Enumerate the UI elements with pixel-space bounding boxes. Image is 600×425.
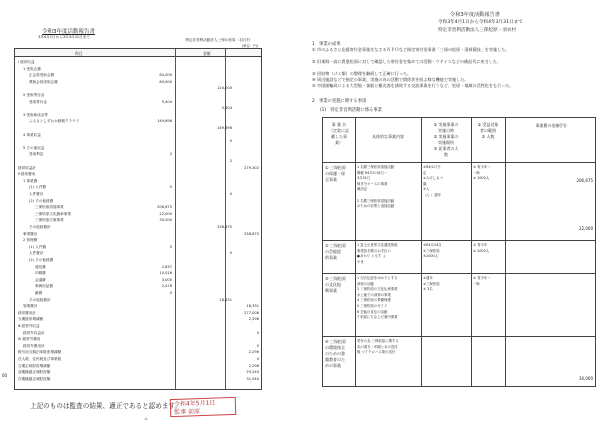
row-label: Ⅳ 経常外費用 bbox=[18, 337, 41, 342]
statement-row bbox=[15, 184, 263, 190]
row-label: その他経費計 bbox=[29, 225, 51, 229]
stamp-name: 監事 前原 bbox=[174, 408, 201, 417]
row-amount: 31,540 bbox=[246, 376, 259, 381]
row-label: 4 事業収益 bbox=[23, 132, 41, 137]
row-amount: 0 bbox=[256, 343, 259, 348]
row-amount: 0 bbox=[229, 139, 232, 144]
row-label: ふるさとしずおか納税クラウド bbox=[29, 119, 80, 124]
row-label: 経常外収益計 bbox=[23, 330, 45, 335]
row-amount: 3,000 bbox=[161, 277, 172, 282]
row-label: 三保松原広報事業 bbox=[35, 218, 64, 223]
row-amount: 18,331 bbox=[219, 297, 232, 302]
row-label: 賛助会員受取会費 bbox=[29, 79, 58, 84]
row-amount: 149,896 bbox=[157, 119, 172, 124]
statement-row bbox=[15, 316, 263, 322]
row-label: 前期繰越正味財産額 bbox=[18, 370, 51, 375]
row-label: 三保松原文化継承事業 bbox=[35, 211, 71, 216]
business-name: ④ 三保松原 の環境保全 のための書 籍教育のた めの事業 bbox=[325, 339, 346, 368]
statement-row bbox=[15, 66, 263, 72]
row-amount: 0 bbox=[169, 291, 172, 295]
statement-row bbox=[15, 290, 263, 296]
statement-row bbox=[15, 264, 263, 270]
row-label: 2 受取寄付金 bbox=[23, 93, 45, 97]
header-amount: 事業費の金額(円) bbox=[535, 123, 567, 128]
report-organization: 特定非営利活動法人三保松原・羽衣村 bbox=[438, 28, 517, 33]
business-name: ③ 三保松原 の文化振 興事業 bbox=[325, 276, 346, 293]
statement-row bbox=[15, 79, 263, 85]
statement-row bbox=[15, 356, 263, 362]
statement-row bbox=[15, 158, 263, 164]
activity-report-page bbox=[300, 0, 600, 425]
row-label: 管理費計 bbox=[23, 304, 38, 309]
row-label: 経常収益計 bbox=[18, 165, 36, 170]
statement-row bbox=[15, 112, 263, 118]
row-divider bbox=[323, 273, 595, 274]
row-amount: 2 bbox=[229, 159, 232, 163]
row-label: 税引前当期正味財産増減額 bbox=[18, 350, 62, 355]
statement-row bbox=[15, 343, 263, 349]
row-label: 経常外費用計 bbox=[23, 343, 45, 348]
results-paragraph-3: ③ 回収物（ゴミ類）の整理を継続して正確に行った。 bbox=[312, 71, 412, 76]
statement-row bbox=[15, 283, 263, 289]
header-beneficiary: ① 受益対象 者の範囲 ② 人数 bbox=[477, 122, 499, 139]
business-datetime: ①通年 ②三保松原 ③ 3名 bbox=[423, 276, 440, 292]
row-label: 事業費計 bbox=[23, 231, 38, 236]
row-label: 人件費計 bbox=[29, 251, 44, 256]
statement-row bbox=[15, 59, 263, 65]
row-label: 当期正味財産増減額 bbox=[18, 363, 51, 368]
business-table bbox=[322, 117, 596, 387]
statement-row bbox=[15, 217, 263, 223]
row-divider bbox=[323, 240, 595, 241]
row-amount: 258,675 bbox=[244, 231, 259, 236]
row-label: (1) 人件費 bbox=[29, 185, 47, 190]
row-amount: 0 bbox=[169, 244, 172, 249]
statement-row bbox=[15, 132, 263, 138]
row-amount: 18,331 bbox=[246, 304, 259, 309]
row-amount: 0 bbox=[229, 192, 232, 196]
auditor-stamp bbox=[170, 397, 237, 417]
business-content: 寄付の為 三保松原に関する 本の書き・印刷と本の送付 後 マイクロバス乗の送付 bbox=[357, 339, 399, 355]
statement-period: 3年4月1日から3年3月31日まで bbox=[38, 35, 90, 39]
row-label: (1) 人件費 bbox=[29, 244, 47, 249]
results-paragraph-5: ⑤ 中国運輸局による大型船・客船と観光客を誘致する交流事業を行うなど、松原・地域の活性化をも行った。 bbox=[312, 83, 514, 88]
row-label: (2) その他経費 bbox=[29, 198, 54, 203]
statement-row bbox=[15, 178, 263, 184]
stamp-date: 令和4年5月1日 bbox=[173, 399, 216, 409]
statement-row bbox=[15, 330, 263, 336]
row-amount: 5,404 bbox=[161, 99, 172, 104]
results-paragraph-4: ④ 周辺施設などで指定の事業、実施の為の活動で関係者を結ぶ様な機能で実施した。 bbox=[312, 77, 469, 82]
business-beneficiary: ① 青少年〜 一般 bbox=[473, 276, 491, 286]
statement-row bbox=[15, 224, 263, 230]
report-title: 令和3年度活動報告書 bbox=[450, 12, 500, 18]
row-divider bbox=[323, 336, 595, 337]
business-name: ② 三保松原 の芸能提 供事業 bbox=[325, 243, 346, 260]
row-label: 経常費用計 bbox=[18, 310, 36, 315]
report-period: 令和3年4月1日から令和4年3月31日まで bbox=[438, 20, 523, 25]
statement-row bbox=[15, 198, 263, 204]
business-amount: 30,000 bbox=[579, 376, 593, 381]
statement-row bbox=[15, 323, 263, 329]
row-label: 会議費 bbox=[35, 277, 46, 282]
statement-row bbox=[15, 376, 263, 382]
unit-label: (単位：円) bbox=[241, 44, 258, 48]
business-name: ① 三保松原 の保護・保 全事業 bbox=[325, 165, 346, 182]
row-amount: 60,000 bbox=[159, 79, 172, 84]
statement-row bbox=[15, 165, 263, 171]
row-label: 受取寄付金 bbox=[29, 99, 47, 104]
business-content: 1 名勝三保松原清掃活動 開催 R4年1月8日〜 3月31日 稼ぎ分ケースの事業 載決定 2 名勝三保松原清掃活動 のための収集と清掃活動 bbox=[357, 165, 395, 209]
row-label: 印刷費 bbox=[35, 271, 46, 276]
section-implementation-heading: 2 事業の実施に関する事項 bbox=[312, 99, 367, 104]
row-amount: 124,000 bbox=[217, 86, 232, 91]
statement-row bbox=[15, 303, 263, 309]
row-amount: 2,296 bbox=[248, 363, 259, 368]
header-business-name: 事 業 名 （定款に記 載した事 業） bbox=[329, 122, 349, 145]
business-datetime: ①R4/1月予 定 ②みほしもべ 園 ③人 （ん ）通年 bbox=[423, 165, 443, 197]
row-label: Ⅱ 経常費用 bbox=[18, 172, 36, 177]
statement-row bbox=[15, 231, 263, 237]
column-divider bbox=[471, 118, 472, 386]
business-amount: 206,675 bbox=[576, 178, 593, 183]
row-label: 当期経常増減額 bbox=[18, 317, 44, 322]
row-amount: 0 bbox=[256, 357, 259, 361]
row-amount: 0 bbox=[169, 185, 172, 190]
header-amount: 金額 bbox=[203, 50, 211, 56]
row-label: 次期繰越正味財産額 bbox=[18, 376, 51, 381]
audit-note: 上記のものは監査の結果、適正であると認めます。 bbox=[30, 402, 182, 410]
row-label: 1 事業費 bbox=[23, 178, 38, 183]
header-datetime: ① 実施事業の 実施日時 ② 実施事業の 実施場所 ③ 従事者の人 数 bbox=[433, 122, 459, 157]
row-amount: 10,016 bbox=[159, 271, 172, 276]
statement-row bbox=[15, 349, 263, 355]
statement-row bbox=[15, 92, 263, 98]
row-amount: 149,896 bbox=[217, 126, 232, 130]
row-amount: 277,006 bbox=[244, 310, 259, 315]
row-label: (2) その他経費 bbox=[29, 258, 54, 262]
statement-row bbox=[15, 138, 263, 144]
business-beneficiary: ① 青少年〜 一般 ② 1000人 bbox=[473, 165, 491, 181]
column-divider bbox=[355, 118, 356, 386]
row-amount: 2,296 bbox=[248, 350, 259, 355]
row-label: 正会員受取会費 bbox=[29, 73, 55, 78]
business-content: 1 富士山世界文化遺産推進 事業拍手歌のお手伝い ●あかり ともす よ やま bbox=[357, 243, 398, 264]
header-content: 具体的な事業内容 bbox=[372, 134, 404, 139]
statement-row bbox=[15, 72, 263, 78]
header-item: 科目 bbox=[75, 50, 83, 56]
statement-row bbox=[15, 250, 263, 256]
section-business-heading: (1) 特定非営利活動に係る事業 bbox=[320, 108, 382, 113]
statement-title: 令和3年度活動報告書 bbox=[42, 29, 95, 35]
row-label: 受取利息 bbox=[29, 152, 44, 157]
row-amount: 29,244 bbox=[246, 370, 259, 375]
statement-row bbox=[15, 99, 263, 105]
page-mark: ム bbox=[144, 416, 148, 421]
statement-row bbox=[15, 244, 263, 250]
statement-row bbox=[15, 277, 263, 283]
row-label: 法人税、住民税及び事業税 bbox=[18, 357, 62, 361]
business-content: 1 羽衣伝説をゆかりとする 神楽の活動 2 三保松原の文化伝承事業 水上能での演奏の事業 4 三保松原の景観保護 5 三保松原のガイド 6 芸能の宣伝の活動 7 松原にちなんだ案内事業 bbox=[357, 276, 398, 320]
statement-row bbox=[15, 297, 263, 303]
row-divider bbox=[323, 162, 595, 163]
section-results-heading: 1 事業の成果 bbox=[312, 42, 341, 47]
row-label: 事務用品費 bbox=[35, 284, 53, 289]
statement-row bbox=[15, 105, 263, 111]
row-amount: 0 bbox=[256, 330, 259, 335]
row-label: Ⅲ 経常外収益 bbox=[18, 324, 40, 328]
row-label: Ⅰ 経常収益 bbox=[18, 60, 35, 64]
statement-row bbox=[15, 145, 263, 151]
row-label: 2 管理費 bbox=[23, 238, 38, 243]
business-amount-2: 22,000 bbox=[579, 226, 593, 231]
statement-row bbox=[15, 171, 263, 177]
statement-row bbox=[15, 125, 263, 131]
statement-row bbox=[15, 310, 263, 316]
row-label: 通信費 bbox=[35, 264, 46, 269]
business-datetime: ①R4月24日 ②三保松原 ③2000人 bbox=[423, 243, 442, 259]
row-amount: 258,675 bbox=[217, 225, 232, 229]
statement-row bbox=[15, 336, 263, 342]
row-amount: 5,404 bbox=[221, 106, 232, 111]
statement-row bbox=[15, 204, 263, 210]
row-amount: 64,000 bbox=[159, 73, 172, 78]
statement-row bbox=[15, 118, 263, 124]
statement-row bbox=[15, 363, 263, 369]
row-amount: 2,837 bbox=[161, 264, 172, 269]
row-amount: 30,000 bbox=[159, 218, 172, 223]
statement-row bbox=[15, 85, 263, 91]
row-amount: 206,675 bbox=[157, 205, 172, 210]
column-divider bbox=[505, 118, 506, 386]
row-label: 三保松原清掃事業 bbox=[35, 205, 64, 210]
statement-row bbox=[15, 237, 263, 243]
results-paragraph-2: ② 旧東海一高に貴重松原に対して確認した寄付金を集めての活動・ウテイスなどの備品代に充当した。 bbox=[312, 59, 501, 64]
statement-row bbox=[15, 369, 263, 375]
row-amount: 2,478 bbox=[161, 284, 172, 289]
business-beneficiary: ① 青少年 ② 2000人 bbox=[473, 243, 490, 253]
statement-row bbox=[15, 270, 263, 276]
row-label: 5 その他収益 bbox=[23, 145, 45, 150]
row-label: 3 受取助成金等 bbox=[23, 112, 48, 117]
row-amount: 0 bbox=[229, 251, 232, 256]
statement-row bbox=[15, 257, 263, 263]
row-amount: 2,296 bbox=[248, 317, 259, 322]
row-amount: 279,302 bbox=[244, 165, 259, 170]
row-label: 1 受取会費 bbox=[23, 66, 41, 71]
row-label: その他経費計 bbox=[29, 297, 51, 302]
row-label: 人件費計 bbox=[29, 192, 44, 196]
activity-statement-table bbox=[14, 48, 262, 390]
statement-row bbox=[15, 211, 263, 217]
row-amount: 22,000 bbox=[159, 211, 172, 216]
column-divider bbox=[421, 118, 422, 386]
results-paragraph-1: ① 市のふるさと応援寄付金事業をなさるＮＰＯなど指定寄付金事業「三保の松原・清掃競技」を実施した。 bbox=[312, 47, 510, 52]
margin-mark: 00 bbox=[2, 373, 8, 378]
row-amount: 2 bbox=[169, 152, 172, 157]
organization-name: 特定非営利活動法人三保の松原・羽衣村 bbox=[185, 38, 250, 42]
statement-row bbox=[15, 191, 263, 197]
row-label: 雑費 bbox=[35, 291, 43, 295]
statement-row bbox=[15, 151, 263, 157]
